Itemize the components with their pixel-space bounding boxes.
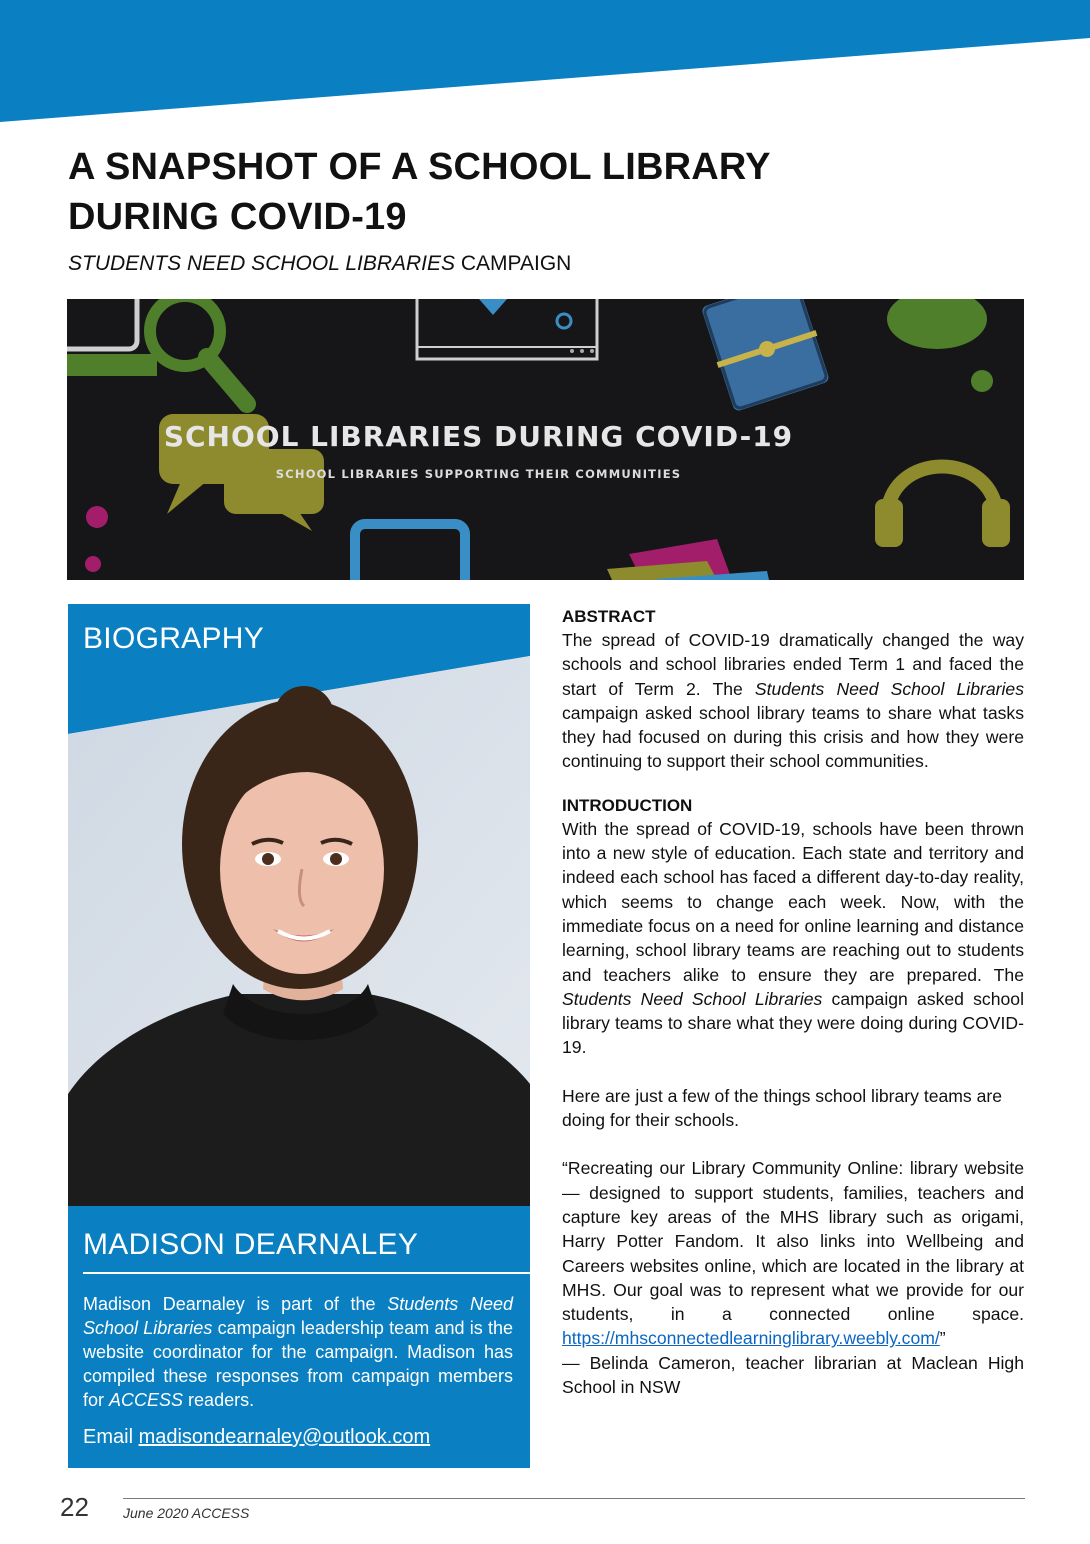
abstract-text xyxy=(562,628,1024,774)
abstract-heading: ABSTRACT xyxy=(562,607,656,626)
quote-attribution: — Belinda Cameron, teacher librarian at Maclean High School in NSW xyxy=(562,1352,1024,1398)
portrait-photo xyxy=(68,654,530,1206)
tablet-icon xyxy=(355,524,465,580)
introduction-text xyxy=(562,817,1024,1060)
laptop-icon xyxy=(417,299,597,359)
quote-body: “Recreating our Library Community Online: library website — designed to support students, families, teachers and capture key areas of the MHS library such as origami, Harry Potter Fandom. It also links into Wellbeing and Careers websites online, which are located in the library at MHS. Our goal was to represent what we provide for our students, in a connected online space. xyxy=(562,1158,1024,1325)
biography-panel xyxy=(68,604,530,1468)
page-title xyxy=(68,142,968,242)
subtitle-campaign-name: STUDENTS NEED SCHOOL LIBRARIES xyxy=(68,252,456,275)
bio-text-part: readers. xyxy=(183,1390,255,1410)
introduction-heading: INTRODUCTION xyxy=(562,795,693,815)
footer-text: June 2020 ACCESS xyxy=(123,1505,250,1521)
abstract-text-part: The spread of COVID-19 dramatically changed the way schools and school libraries ended Term 1 and faced the start of Term 2. The xyxy=(562,630,1024,699)
biography-text xyxy=(83,1292,513,1412)
biography-name-box xyxy=(68,1206,530,1468)
bio-text-campaign: Students Need School Libraries xyxy=(83,1294,513,1338)
article-column xyxy=(562,606,1024,1399)
intro-campaign: Students Need School Libraries xyxy=(562,988,823,1009)
footer-divider xyxy=(123,1498,1025,1499)
biography-heading: BIOGRAPHY xyxy=(83,622,265,655)
title-line-2: DURING COVID-19 xyxy=(68,196,407,238)
intro-text-part: campaign asked school library teams to share what they were doing during COVID-19. xyxy=(562,988,1024,1058)
banner-title: SCHOOL LIBRARIES DURING COVID-19 xyxy=(163,420,794,453)
bio-text-part: campaign leadership team and is the website coordinator for the campaign. Madison has compiled these responses from campaign members for xyxy=(83,1318,513,1410)
page-number: 22 xyxy=(60,1492,89,1522)
biography-name: MADISON DEARNALEY xyxy=(83,1228,419,1261)
bio-text-magazine: ACCESS xyxy=(109,1390,184,1410)
header-band xyxy=(0,0,1090,125)
quote-text xyxy=(562,1156,1024,1399)
intro-text-part: With the spread of COVID-19, schools have been thrown into a new style of education. Each state and territory and indeed each school has faced a different day-to-day reality, which seems to change each week. Now, with the immediate focus on a need for online learning and distance learning, school library teams are reaching out to students and teachers alike to ensure they are prepared. The xyxy=(562,818,1024,985)
quote-close: ” xyxy=(939,1328,946,1349)
name-divider xyxy=(83,1272,530,1274)
book-icon xyxy=(699,299,832,413)
abstract-campaign: Students Need School Libraries xyxy=(754,678,1024,699)
few-things-text: Here are just a few of the things school library teams are doing for their schools. xyxy=(562,1085,1003,1131)
page-subtitle xyxy=(68,252,571,276)
email-label: Email xyxy=(83,1426,139,1448)
abstract-text-part: campaign asked school library teams to share what tasks they had focused on during this crisis and how they were continuing to support their school communities. xyxy=(562,702,1024,772)
banner-subtitle: SCHOOL LIBRARIES SUPPORTING THEIR COMMUNITIES xyxy=(275,467,682,481)
title-line-1: A SNAPSHOT OF A SCHOOL LIBRARY xyxy=(68,146,771,188)
email-link[interactable]: madisondearnaley@outlook.com xyxy=(138,1426,431,1448)
monitor-icon xyxy=(67,299,137,349)
quote-link[interactable]: https://mhsconnectedlearninglibrary.weebly.com/ xyxy=(562,1328,940,1349)
subtitle-campaign-word: CAMPAIGN xyxy=(455,252,572,275)
bio-text-part: Madison Dearnaley is part of the xyxy=(83,1294,388,1314)
biography-email xyxy=(83,1426,430,1449)
